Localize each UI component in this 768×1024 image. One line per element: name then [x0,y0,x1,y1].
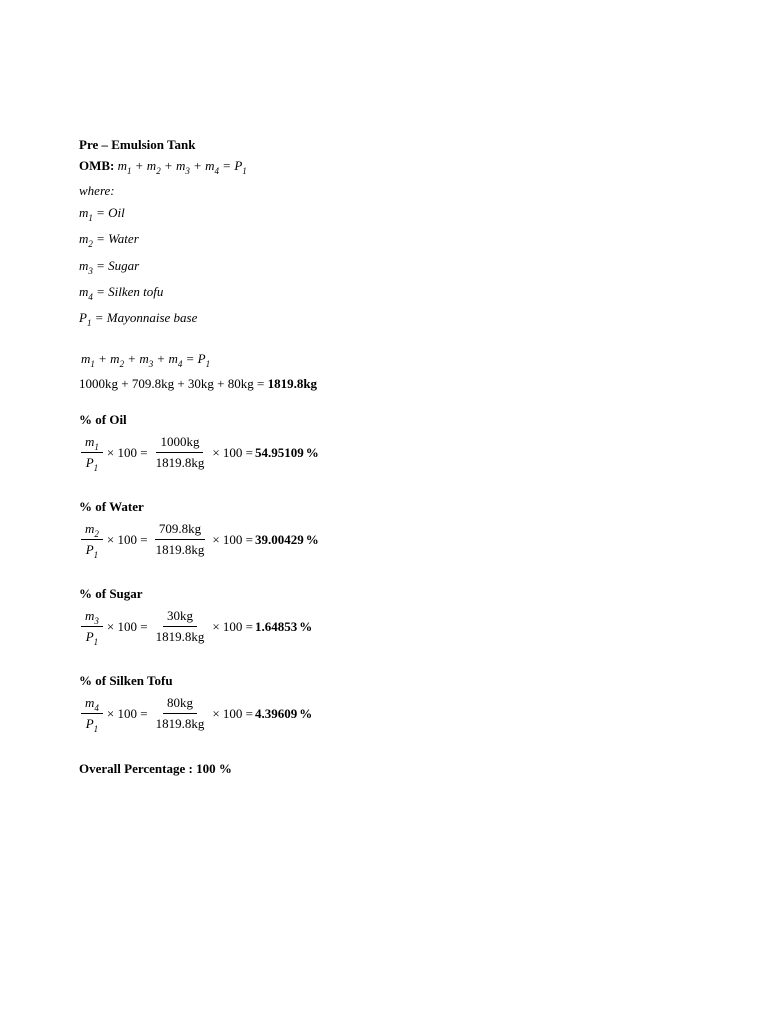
calc-oil: $\frac{m_1}{P_1}$ × 100 = $\frac{1000kg}{1819.8kg}$ × 100 = 54.95109 % [79,434,319,471]
definition-value: Oil [108,205,125,220]
omb-line [79,158,247,174]
calc-silken-tofu: $\frac{m_4}{P_1}$ × 100 = $\frac{80kg}{1819.8kg}$ × 100 = 4.39609 % [79,695,312,732]
balance-equation: $m_1 + m_2 + m_3 + m_4 = P_1$ [81,351,211,369]
times-100: × 100 = [212,444,253,460]
value-fraction: $\frac{30kg}{1819.8kg}$ [155,608,205,644]
omb-label: OMB: [79,158,115,173]
definition-m1: $m_1$ = Oil [79,205,125,223]
definition-m4: $m_4$ = Silken tofu [79,284,164,302]
times-100: × 100 = [106,531,148,547]
definition-m2: $m_2$ = Water [79,231,139,249]
ratio-fraction: $\frac{m_3}{P_1}$ [81,608,103,645]
value-fraction: $\frac{1000kg}{1819.8kg}$ [155,434,205,470]
result: 39.00429 [254,531,304,547]
definition-value: Water [108,231,139,246]
omb-equation: $m_1 + m_2 + m_3 + m_4 = P_1$ [117,158,247,176]
definition-value: Mayonnaise base [106,310,198,325]
heading-silken-tofu: % of Silken Tofu [79,673,173,688]
result: 4.39609 [254,705,298,721]
overall-percentage: Overall Percentage : 100 % [79,761,232,776]
times-100: × 100 = [106,618,148,634]
calc-water: $\frac{m_2}{P_1}$ × 100 = $\frac{709.8kg}{1819.8kg}$ × 100 = 39.00429 % [79,521,319,558]
balance-sum [79,376,317,392]
definition-value: Silken tofu [108,284,164,299]
value-fraction: $\frac{709.8kg}{1819.8kg}$ [155,521,205,557]
ratio-fraction: $\frac{m_4}{P_1}$ [81,695,103,732]
times-100: × 100 = [106,444,148,460]
balance-terms: 1000kg + 709.8kg + 30kg + 80kg = [79,376,265,391]
times-100: × 100 = [212,705,253,721]
result: 1.64853 [254,618,298,634]
calc-sugar: $\frac{m_3}{P_1}$ × 100 = $\frac{30kg}{1819.8kg}$ × 100 = 1.64853 % [79,608,312,645]
section-title: Pre – Emulsion Tank [79,137,196,152]
times-100: × 100 = [212,618,253,634]
times-100: × 100 = [106,705,148,721]
balance-total: 1819.8kg [267,376,318,391]
ratio-fraction: $\frac{m_1}{P_1}$ [81,434,103,471]
value-fraction: $\frac{80kg}{1819.8kg}$ [155,695,205,731]
definition-value: Sugar [108,258,140,273]
heading-sugar: % of Sugar [79,586,143,601]
definition-p1: $P_1$ = Mayonnaise base [79,310,198,328]
heading-oil: % of Oil [79,412,127,427]
result: 54.95109 [254,444,304,460]
heading-water: % of Water [79,499,144,514]
times-100: × 100 = [212,531,253,547]
definition-m3: $m_3$ = Sugar [79,258,140,276]
where-label: where: [79,183,115,198]
ratio-fraction: $\frac{m_2}{P_1}$ [81,521,103,558]
